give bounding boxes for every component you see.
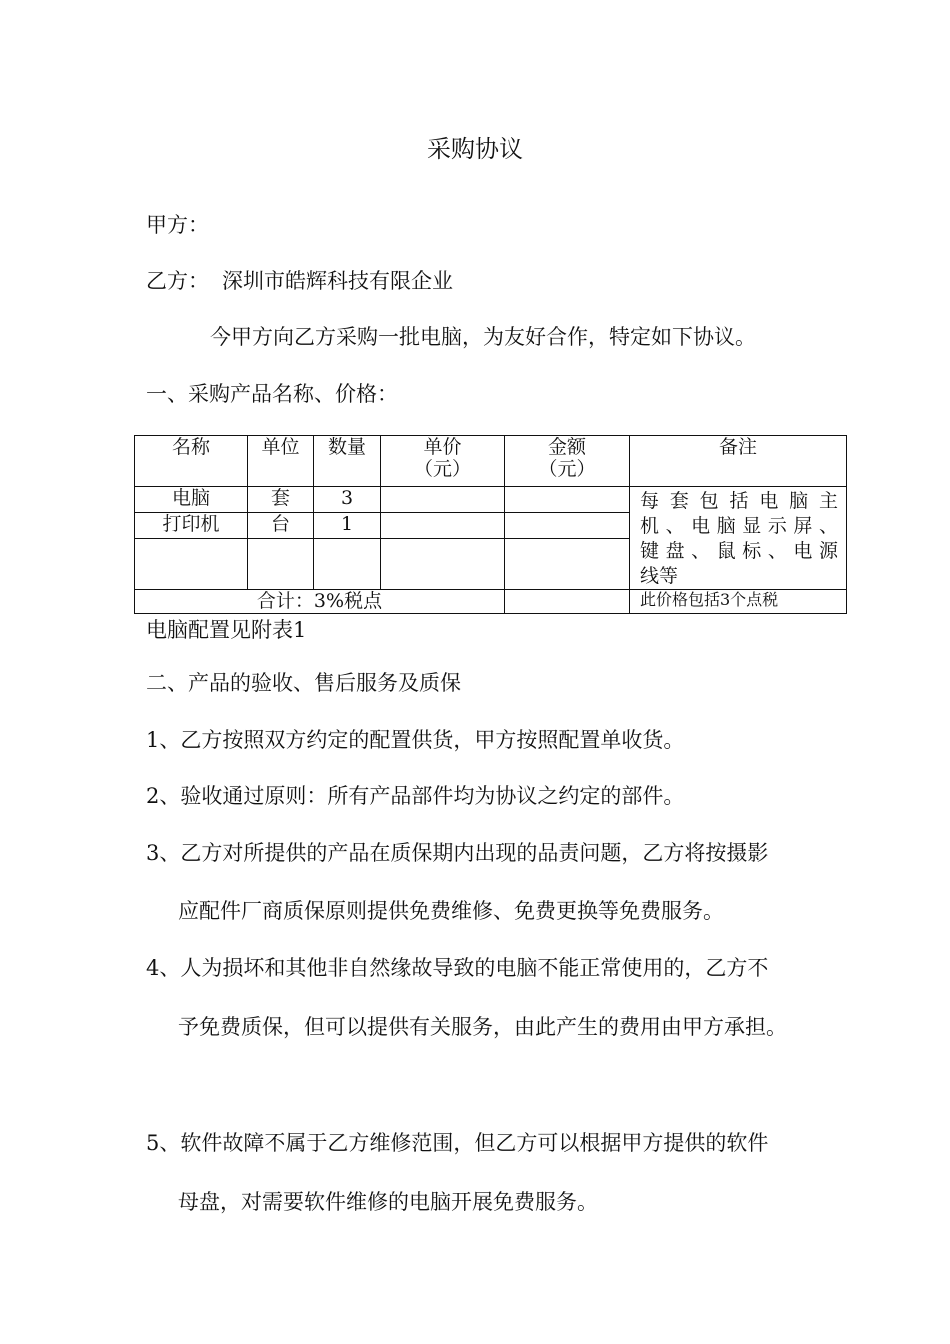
header-remark: 备注 bbox=[630, 436, 847, 487]
section-2-heading: 二、产品的验收、售后服务及质保 bbox=[146, 671, 461, 695]
header-unit-price-l2: （元） bbox=[413, 458, 471, 480]
table-row bbox=[135, 487, 847, 513]
clause-5-line-2: 母盘，对需要软件维修的电脑开展免费服务。 bbox=[178, 1190, 598, 1214]
clause-4-line-2: 予免费质保，但可以提供有关服务，由此产生的费用由甲方承担。 bbox=[178, 1015, 787, 1039]
cell-qty: 3 bbox=[314, 487, 381, 513]
cell-name bbox=[135, 539, 248, 590]
party-b-label: 乙方： bbox=[146, 269, 209, 293]
table-total-row bbox=[135, 590, 847, 614]
party-a-label: 甲方： bbox=[146, 213, 209, 237]
cell-unit: 套 bbox=[248, 487, 314, 513]
header-name: 名称 bbox=[135, 436, 248, 487]
total-label: 合计：3%税点 bbox=[135, 590, 505, 614]
header-unit-price bbox=[381, 436, 505, 487]
product-price-table bbox=[134, 435, 847, 614]
cell-qty: 1 bbox=[314, 513, 381, 539]
party-b-name: 深圳市皓辉科技有限企业 bbox=[222, 269, 453, 293]
document-title: 采购协议 bbox=[427, 135, 523, 163]
section-1-heading: 一、采购产品名称、价格： bbox=[146, 382, 398, 406]
cell-unit bbox=[248, 539, 314, 590]
total-amount bbox=[505, 590, 630, 614]
intro-paragraph: 今甲方向乙方采购一批电脑，为友好合作，特定如下协议。 bbox=[210, 325, 756, 349]
remark-line-3: 键盘、鼠标、电源 bbox=[640, 540, 838, 562]
clause-3-line-2: 应配件厂商质保原则提供免费维修、免费更换等免费服务。 bbox=[178, 899, 724, 923]
cell-amount bbox=[505, 487, 630, 513]
cell-amount bbox=[505, 539, 630, 590]
remark-line-2: 机、电脑显示屏、 bbox=[640, 515, 838, 537]
clause-2: 2、验收通过原则：所有产品部件均为协议之约定的部件。 bbox=[146, 784, 685, 808]
cell-unit: 台 bbox=[248, 513, 314, 539]
cell-price bbox=[381, 487, 505, 513]
appendix-note: 电脑配置见附表1 bbox=[146, 618, 307, 642]
cell-name: 电脑 bbox=[135, 487, 248, 513]
table-header-row bbox=[135, 436, 847, 487]
clause-5-line-1: 5、软件故障不属于乙方维修范围，但乙方可以根据甲方提供的软件 bbox=[146, 1131, 769, 1155]
cell-name: 打印机 bbox=[135, 513, 248, 539]
clause-3-line-1: 3、乙方对所提供的产品在质保期内出现的品责问题，乙方将按摄影 bbox=[146, 841, 769, 865]
total-note: 此价格包括3个点税 bbox=[630, 590, 847, 614]
cell-price bbox=[381, 513, 505, 539]
remark-line-4: 线等 bbox=[640, 565, 679, 587]
header-unit-price-l1: 单价 bbox=[423, 436, 462, 458]
cell-qty bbox=[314, 539, 381, 590]
header-qty: 数量 bbox=[314, 436, 381, 487]
cell-remark bbox=[630, 487, 847, 590]
header-amount bbox=[505, 436, 630, 487]
clause-1: 1、乙方按照双方约定的配置供货，甲方按照配置单收货。 bbox=[146, 728, 685, 752]
cell-price bbox=[381, 539, 505, 590]
header-amount-l1: 金额 bbox=[547, 436, 586, 458]
clause-4-line-1: 4、人为损坏和其他非自然缘故导致的电脑不能正常使用的，乙方不 bbox=[146, 956, 769, 980]
cell-amount bbox=[505, 513, 630, 539]
remark-line-1: 每套包括电脑主 bbox=[640, 490, 838, 512]
header-amount-l2: （元） bbox=[538, 458, 596, 480]
header-unit: 单位 bbox=[248, 436, 314, 487]
